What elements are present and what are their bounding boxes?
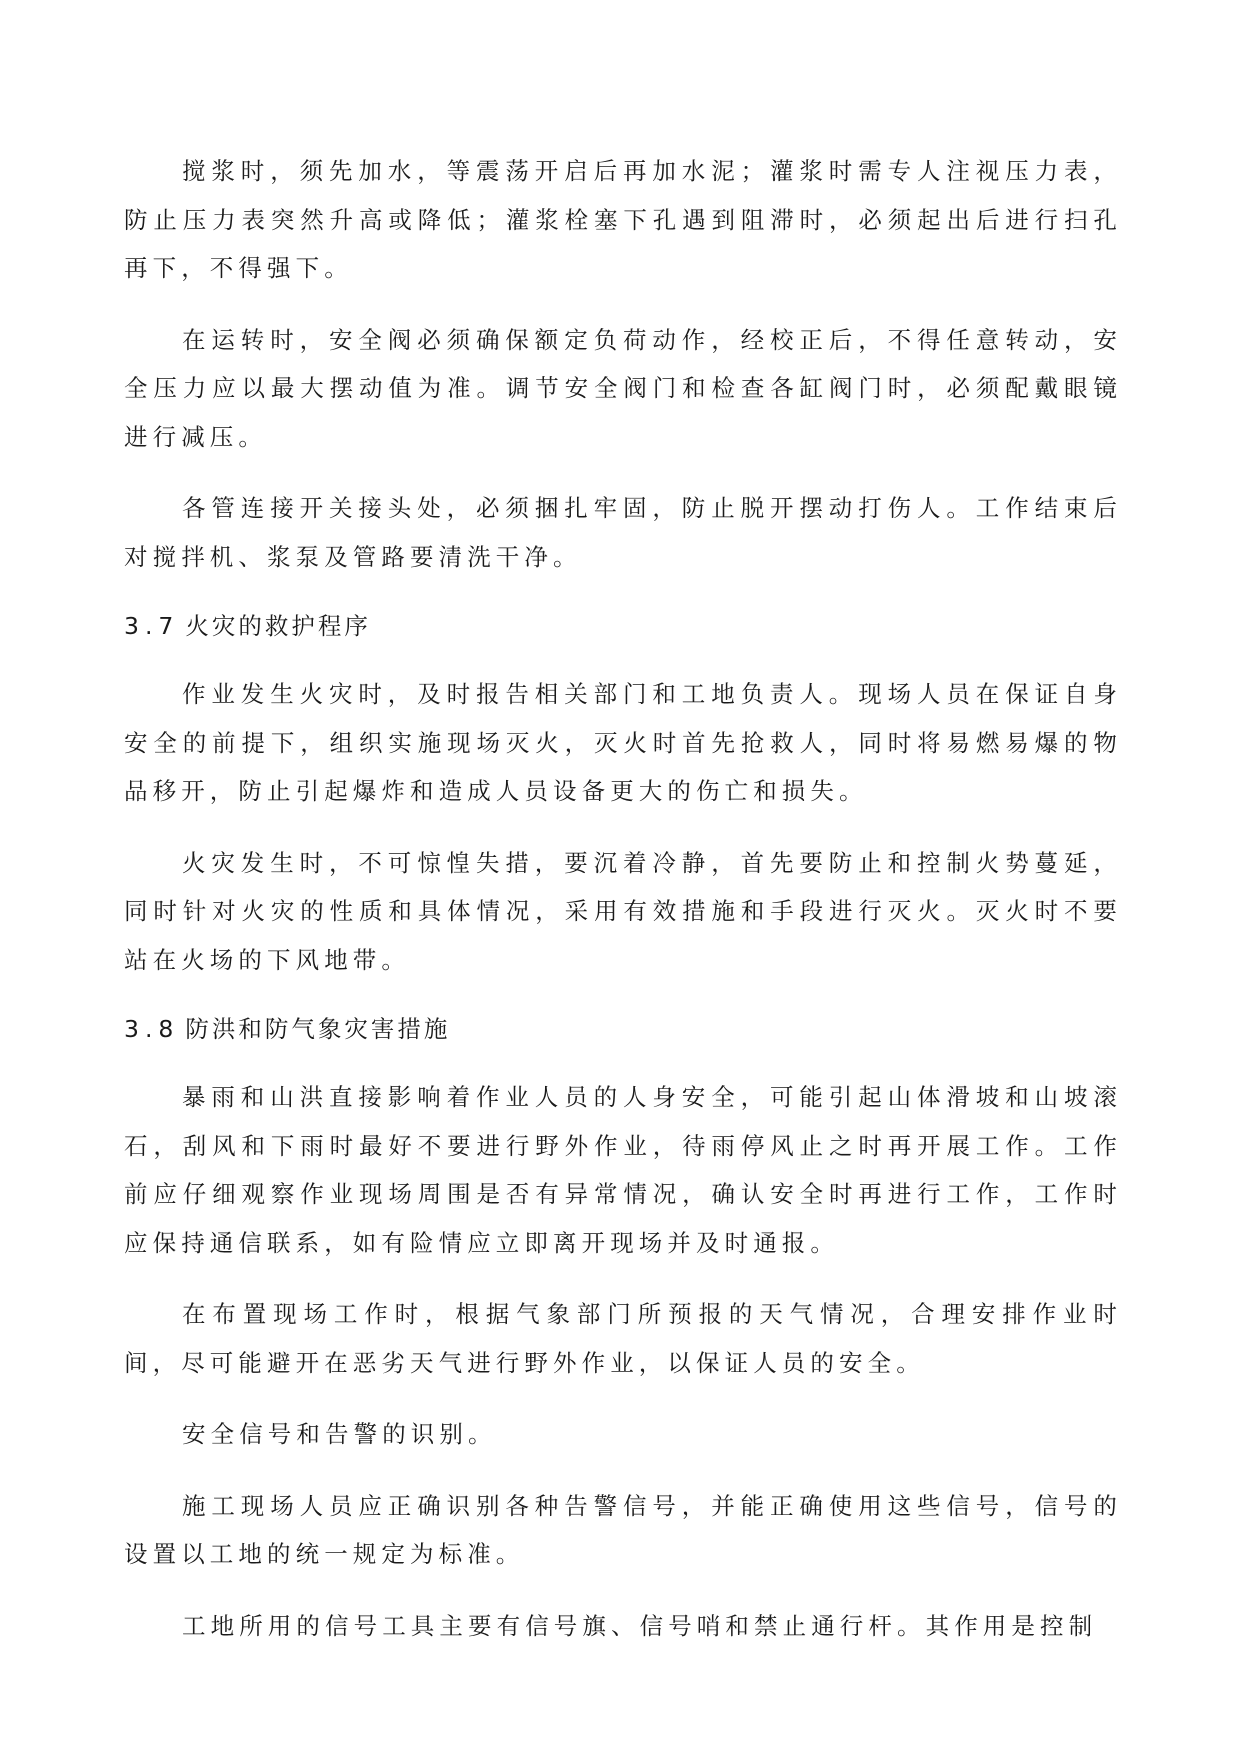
paragraph-signal-tools: 工地所用的信号工具主要有信号旗、信号哨和禁止通行杆。其作用是控制 — [182, 1611, 1098, 1640]
section-number: 3.7 — [124, 612, 180, 640]
section-title: 火灾的救护程序 — [185, 612, 371, 640]
document-body — [124, 147, 1122, 1673]
paragraph-safety-valve: 在运转时，安全阀必须确保额定负荷动作，经校正后，不得任意转动，安全压力应以最大摆动值为准。调节安全阀门和检查各缸阀门时，必须配戴眼镜进行减压。 — [124, 325, 1122, 451]
paragraph-weather-planning: 在布置现场工作时，根据气象部门所预报的天气情况，合理安排作业时间，尽可能避开在恶劣天气进行野外作业，以保证人员的安全。 — [124, 1300, 1122, 1377]
paragraph-signal-recognition: 安全信号和告警的识别。 — [182, 1420, 497, 1448]
paragraph-signal-usage: 施工现场人员应正确识别各种告警信号，并能正确使用这些信号，信号的设置以工地的统一规定为标准。 — [124, 1491, 1122, 1568]
paragraph-flood-safety: 暴雨和山洪直接影响着作业人员的人身安全，可能引起山体滑坡和山坡滚石，刮风和下雨时最好不要进行野外作业，待雨停风止之时再开展工作。工作前应仔细观察作业现场周围是否有异常情况，确认安全时再进行工作，工作时应保持通信联系，如有险情应立即离开现场并及时通报。 — [124, 1083, 1122, 1257]
section-number: 3.8 — [124, 1015, 180, 1043]
section-heading-3-8 — [124, 1007, 1122, 1051]
paragraph-grouting-mixing: 搅浆时，须先加水，等震荡开启后再加水泥；灌浆时需专人注视压力表，防止压力表突然升高或降低；灌浆栓塞下孔遇到阻滞时，必须起出后进行扫孔再下，不得强下。 — [124, 157, 1122, 282]
section-title: 防洪和防气象灾害措施 — [185, 1015, 451, 1043]
paragraph-fire-response: 火灾发生时，不可惊惶失措，要沉着冷静，首先要防止和控制火势蔓延，同时针对火灾的性质和具体情况，采用有效措施和手段进行灭火。灭火时不要站在火场的下风地带。 — [124, 848, 1122, 974]
section-heading-3-7 — [124, 604, 1122, 648]
paragraph-fire-report: 作业发生火灾时，及时报告相关部门和工地负责人。现场人员在保证自身安全的前提下，组织实施现场灭火，灭火时首先抢救人，同时将易燃易爆的物品移开，防止引起爆炸和造成人员设备更大的伤亡和损失。 — [124, 680, 1122, 805]
paragraph-pipe-connections: 各管连接开关接头处，必须捆扎牢固，防止脱开摆动打伤人。工作结束后对搅拌机、浆泵及管路要清洗干净。 — [124, 494, 1122, 571]
